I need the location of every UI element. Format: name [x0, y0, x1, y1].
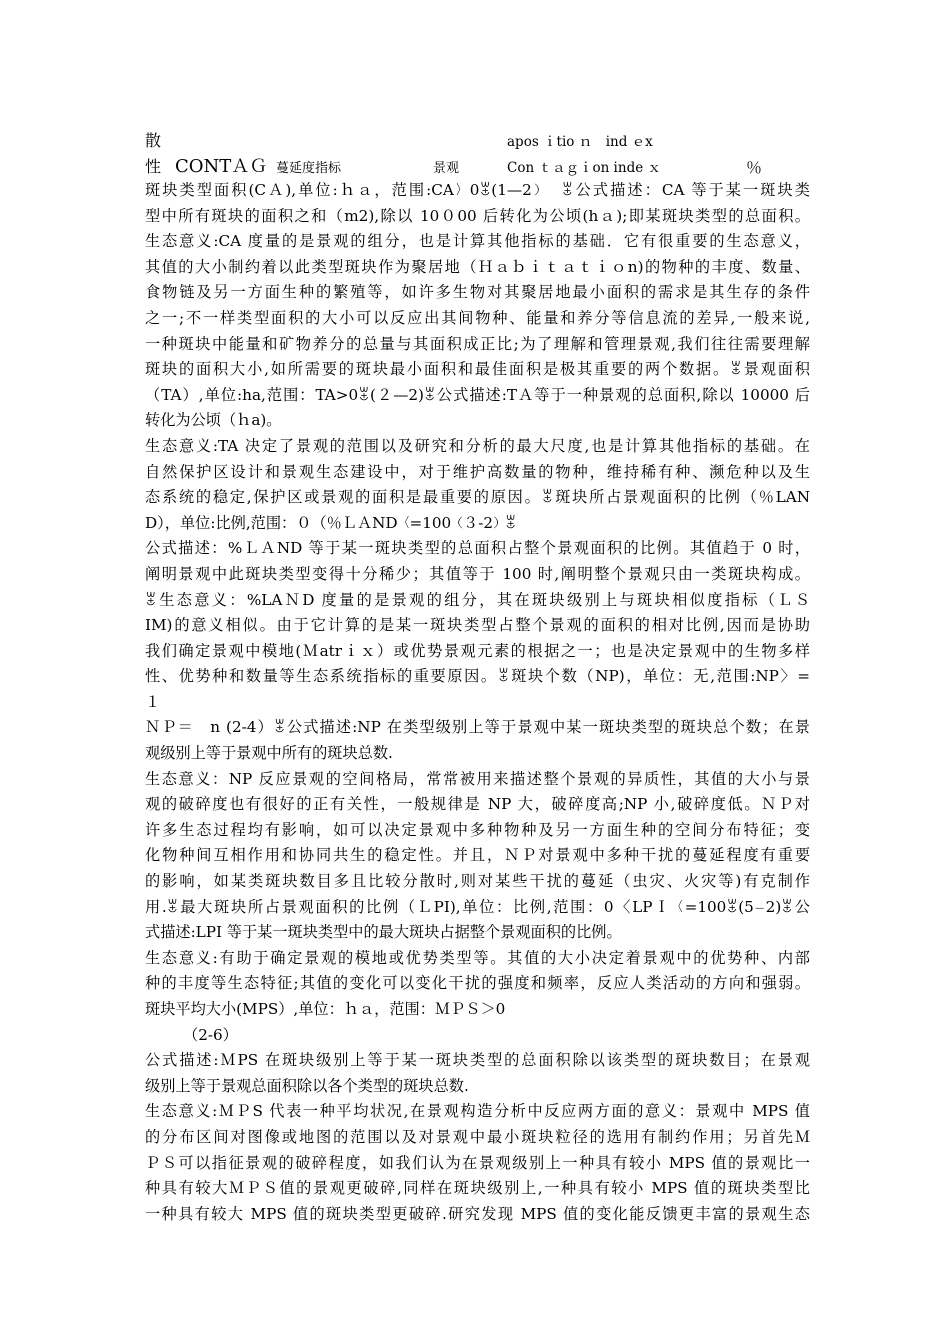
text-line: 级别上等于景观总面积除以各个类型的斑块总数. [145, 1076, 469, 1095]
text-line: 阐明景观中此斑块类型变得十分稀少；其值等于 100 时,阐明整个景观只由一类斑块构成。 [145, 564, 810, 583]
header-landscape: 景观 [433, 161, 460, 176]
text-line: 型中所有斑块的面积之和（m2),除以 10０00 后转化为公顷(hａ);即某斑块类型的总面积。 [145, 206, 810, 225]
header-percent-unit: ％ [746, 158, 763, 177]
text-line: 种的丰度等生态特征;其值的变化可以变化干扰的强度和频率，反应人类活动的方向和强弱。 [145, 974, 810, 993]
header-aposition-index: apos ｉtio ｎ ind ｅx [507, 134, 653, 150]
text-line: 观的破碎度也有很好的正有关性，一般规律是 NP 大，破碎度高;NP 小,破碎度低。ＮＰ对 [145, 795, 810, 814]
text-line: 生态意义:有助于确定景观的模地或优势类型等。其值的大小决定着景观中的优势种、内部 [145, 948, 810, 967]
text-line: 生态意义:ＭＰS 代表一种平均状况,在景观构造分析中反应两方面的意义：景观中 MPS 值 [145, 1102, 810, 1121]
formula-number: （2-6） [183, 1025, 238, 1044]
text-line: 生态意义:TA 决定了景观的范围以及研究和分析的最大尺度,也是计算其他指标的基础。在 [145, 436, 810, 455]
text-line: 食物链及另一方面生种的繁殖等，如许多生物对其聚居地最小面积的需求是其生存的条件 [145, 283, 810, 302]
text-line: 斑块平均大小(MPS）,单位：ｈａ，范围：ＭＰＳ＞0 [145, 1000, 506, 1018]
text-line: 的分布区间对图像或地图的范围以及对景观中最小斑块粒径的选用有制约作用；另首先Ｍ [145, 1127, 810, 1146]
text-line: 生态意义:CA 度量的是景观的组分，也是计算其他指标的基础．它有很重要的生态意义， [145, 232, 810, 251]
text-line: 许多生态过程均有影响，如可以决定景观中多种物种及另一方面生种的空间分布特征；变 [145, 820, 810, 839]
header-contagion-index: Con ｔａｇｉon inde ｘ [507, 160, 661, 176]
text-line: 态系统的稳定,保护区或景观的面积是最重要的原因。ꂃ斑块所占景观面积的比例（％LAN [145, 488, 810, 507]
header-contagion-metric: 蔓延度指标 [276, 161, 342, 176]
text-line: 其值的大小制约着以此类型斑块作为聚居地（Ｈａｂｉｔａｔｉｏn)的物种的丰度、数量、 [145, 257, 810, 276]
text-line: 斑块的面积大小,如所需要的斑块最小面积和最佳面积是极其重要的两个数据。ꂃ景观面积 [145, 360, 810, 379]
text-line: 性、优势种和数量等生态系统指标的重要原因。ꂃ斑块个数（NP)，单位：无,范围:NP〉= [145, 667, 810, 686]
text-line: 之一;不一样类型面积的大小可以反应出其间物种、能量和养分等信息流的差异,一般来说, [145, 308, 810, 327]
text-line: ＰＳ可以指征景观的破碎程度，如我们认为在景观级别上一种具有较小 MPS 值的景观比一 [145, 1153, 810, 1172]
text-line: （TA）,单位:ha,范围：TA>0ꂃ(２—2)ꂃ公式描述:TＡ等于一种景观的总面积,除以 10000 后 [145, 385, 810, 404]
text-line: 公式描述：%ＬＡND 等于某一斑块类型的总面积占整个景观面积的比例。其值趋于 0 时， [145, 539, 810, 558]
text-line: 式描述:LPI 等于某一斑块类型中的最大斑块占据整个景观面积的比例。 [145, 923, 622, 942]
body-text [145, 178, 810, 1227]
text-line: 斑块类型面积(CＡ),单位:ｈａ，范围:CA〉0ꂃ(1—2） ꂃ公式描述：CA 等于某一斑块类 [145, 181, 810, 199]
text-line: 自然保护区设计和景观生态建设中，对于维护高数量的物种，维持稀有种、濒危种以及生 [145, 462, 810, 481]
text-line: １ [145, 692, 161, 711]
text-line: 一种斑块中能量和矿物养分的总量与其面积成正比;为了理解和管理景观,我们往往需要理解 [145, 334, 810, 353]
text-line: 用.ꂃ最大斑块所占景观面积的比例（ＬPI),单位：比例,范围：0〈LPＩ〈=100ꂃ(5－2)ꂃ公 [145, 897, 810, 916]
text-line: ꂃ生态意义：%LAＮD 度量的是景观的组分，其在斑块级别上与斑块相似度指标（ＬＳ [145, 590, 810, 609]
text-line: 种具有较大ＭＰＳ值的景观更破碎,同样在斑块级别上,一种具有较小 MPS 值的斑块类型比 [145, 1179, 810, 1198]
text-line: 观级别上等于景观中所有的斑块总数. [145, 744, 393, 763]
text-line: 我们确定景观中模地(Ｍatrｉｘ）或优势景观元素的根据之一；也是决定景观中的生物多样 [145, 641, 810, 660]
text-line: D），单位:比例,范围：０（％ＬＡND〈=100（３-2）ꂃ [145, 513, 517, 532]
header-char-san: 散 [145, 131, 162, 150]
text-line: 生态意义：NP 反应景观的空间格局，常常被用来描述整个景观的异质性，其值的大小与景 [145, 769, 810, 788]
text-line: IM)的意义相似。由于它计算的是某一斑块类型占整个景观的面积的相对比例,因而是协助 [145, 616, 810, 635]
text-line: 转化为公顷（ｈa)。 [145, 411, 282, 430]
header-contag: CONTＡＧ [175, 156, 268, 177]
text-line: ＮＰ＝ n (2-4）ꂃ公式描述:NP 在类型级别上等于景观中某一斑块类型的斑块总个数；在景 [145, 718, 810, 737]
text-line: 一种具有较大 MPS 值的斑块类型更破碎.研究发现 MPS 值的变化能反馈更丰富的景观生态 [145, 1204, 810, 1223]
text-line: 的影响，如某类斑块数目多且比较分散时,则对某些干扰的蔓延（虫灾、火灾等)有克制作 [145, 872, 810, 891]
text-line: 化物种间互相作用和协同共生的稳定性。并且，ＮＰ对景观中多种干扰的蔓延程度有重要 [145, 846, 810, 865]
text-line: 公式描述:ＭPS 在斑块级别上等于某一斑块类型的总面积除以该类型的斑块数目；在景观 [145, 1051, 810, 1070]
header-char-xing: 性 [145, 157, 162, 176]
